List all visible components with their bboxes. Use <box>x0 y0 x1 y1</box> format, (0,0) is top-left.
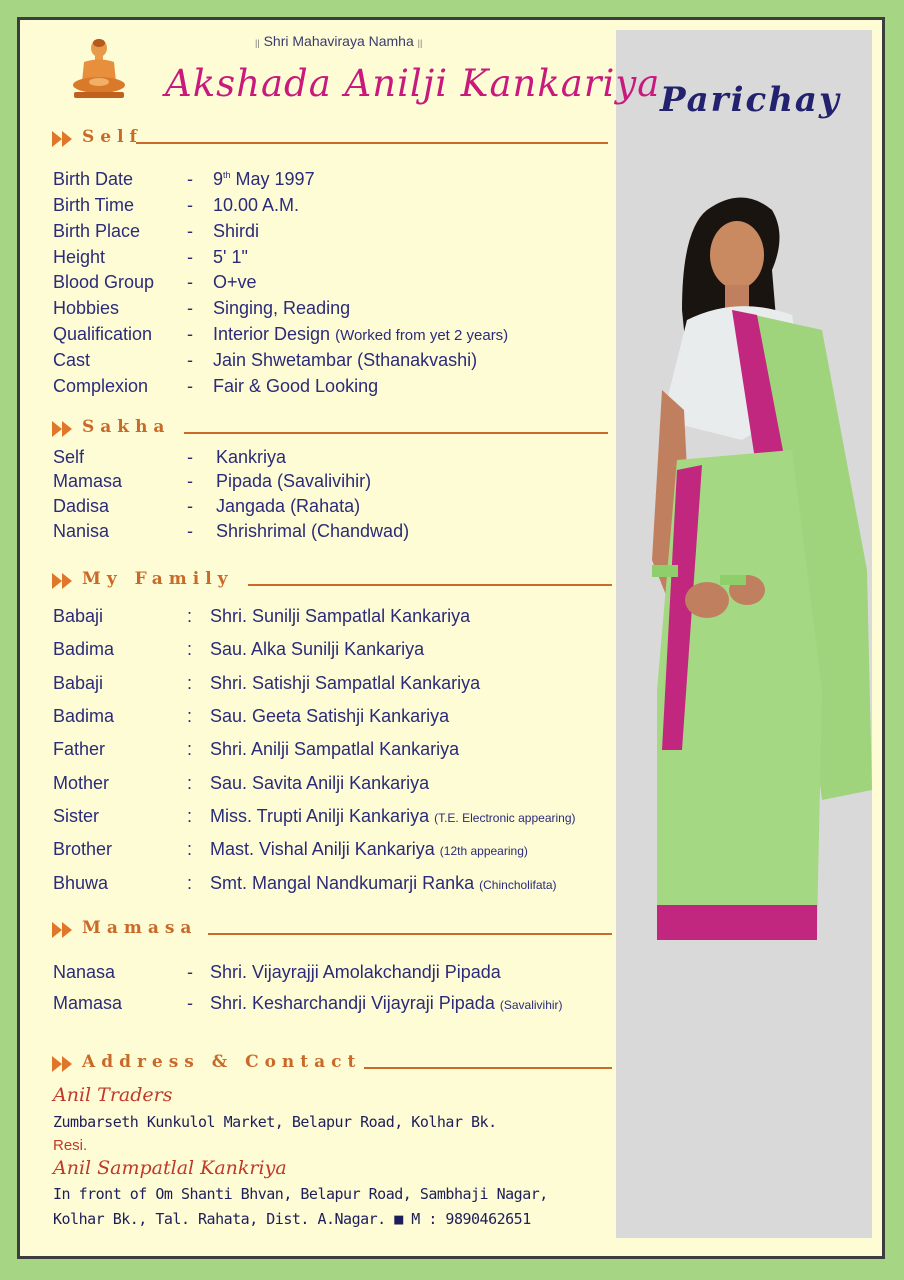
field-separator: : <box>187 706 193 726</box>
field-separator: - <box>187 376 193 396</box>
field-label: Hobbies <box>53 298 120 318</box>
field-separator: - <box>187 447 193 467</box>
field-label: Height <box>53 247 106 267</box>
field-value: Miss. Trupti Anilji Kankariya (T.E. Electronic appearing) <box>210 806 576 826</box>
field-label: Nanasa <box>53 962 116 982</box>
field-value: Shri. Anilji Sampatlal Kankariya <box>210 739 460 759</box>
field-label: Cast <box>53 350 91 370</box>
field-separator: - <box>187 247 193 267</box>
field-separator: - <box>187 993 193 1013</box>
resi-name: Anil Sampatlal Kankriya <box>53 1157 287 1179</box>
field-value: Mast. Vishal Anilji Kankariya (12th appearing) <box>210 839 528 859</box>
field-value: Kankriya <box>216 447 287 467</box>
field-separator: - <box>187 324 193 344</box>
field-value: O+ve <box>213 272 257 292</box>
field-separator: : <box>187 739 193 759</box>
resi-address-line-1: In front of Om Shanti Bhvan, Belapur Road, Sambhaji Nagar, <box>53 1185 548 1203</box>
field-separator: : <box>187 673 193 693</box>
invocation-line: || Shri Mahaviraya Namha || <box>255 33 423 49</box>
field-label: Mother <box>53 773 110 793</box>
parichay-heading: Parichay <box>660 80 841 120</box>
field-label: Dadisa <box>53 496 110 516</box>
field-note: (12th appearing) <box>439 844 528 858</box>
field-label: Brother <box>53 839 113 859</box>
field-value: Shirdi <box>213 221 260 241</box>
field-label: Bhuwa <box>53 873 109 893</box>
resi-label: Resi. <box>53 1137 88 1154</box>
field-note: (Chincholifata) <box>479 878 557 892</box>
invocation-text: Shri Mahaviraya Namha <box>263 33 414 49</box>
field-separator: - <box>187 221 193 241</box>
section-title: Sakha <box>82 417 171 437</box>
field-label: Birth Time <box>53 195 135 215</box>
field-separator: - <box>187 195 193 215</box>
field-label: Nanisa <box>53 521 110 541</box>
field-value: 10.00 A.M. <box>213 195 300 215</box>
field-label: Mamasa <box>53 993 123 1013</box>
section-title: My Family <box>82 569 234 589</box>
field-value: Sau. Alka Sunilji Kankariya <box>210 639 425 659</box>
double-arrow-icon <box>52 131 76 147</box>
field-note: (Worked from yet 2 years) <box>335 327 509 344</box>
field-value: Singing, Reading <box>213 298 351 318</box>
field-value: 9th May 1997 <box>213 169 315 189</box>
field-label: Badima <box>53 706 115 726</box>
field-value: Fair & Good Looking <box>213 376 379 396</box>
section-title: Self <box>82 127 143 147</box>
field-value: Shri. Kesharchandji Vijayraji Pipada (Savalivihir) <box>210 993 563 1013</box>
field-separator: - <box>187 521 193 541</box>
section-rule <box>208 933 612 935</box>
field-separator: - <box>187 471 193 491</box>
field-label: Qualification <box>53 324 153 344</box>
field-value: Shri. Vijayrajji Amolakchandji Pipada <box>210 962 501 982</box>
field-label: Blood Group <box>53 272 155 292</box>
field-value: Shrishrimal (Chandwad) <box>216 521 410 541</box>
section-title: Address & Contact <box>82 1052 362 1072</box>
field-separator: - <box>187 350 193 370</box>
field-separator: : <box>187 873 193 893</box>
field-value: Interior Design (Worked from yet 2 years) <box>213 324 509 344</box>
section-rule <box>364 1067 612 1069</box>
double-arrow-icon <box>52 922 76 938</box>
double-arrow-icon <box>52 573 76 589</box>
field-separator: : <box>187 773 193 793</box>
field-label: Complexion <box>53 376 149 396</box>
field-value: Shri. Sunilji Sampatlal Kankariya <box>210 606 471 626</box>
field-note: (Savalivihir) <box>499 998 563 1012</box>
section-rule <box>248 584 612 586</box>
section-rule <box>184 432 608 434</box>
field-separator: - <box>187 169 193 189</box>
field-value: 5' 1" <box>213 247 248 267</box>
field-label: Badima <box>53 639 115 659</box>
candidate-photo <box>622 190 872 950</box>
shop-name: Anil Traders <box>53 1084 173 1106</box>
double-arrow-icon <box>52 421 76 437</box>
field-label: Sister <box>53 806 100 826</box>
field-note: (T.E. Electronic appearing) <box>434 811 576 825</box>
field-separator: : <box>187 806 193 826</box>
field-separator: - <box>187 298 193 318</box>
section-title: Mamasa <box>82 918 198 938</box>
field-separator: - <box>187 496 193 516</box>
field-label: Babaji <box>53 606 104 626</box>
field-label: Self <box>53 447 85 467</box>
field-value: Jain Shwetambar (Sthanakvashi) <box>213 350 478 370</box>
field-value: Sau. Savita Anilji Kankariya <box>210 773 430 793</box>
double-arrow-icon <box>52 1056 76 1072</box>
field-separator: : <box>187 639 193 659</box>
mahavira-idol-image <box>70 38 128 100</box>
field-label: Birth Place <box>53 221 141 241</box>
field-value: Smt. Mangal Nandkumarji Ranka (Chincholifata) <box>210 873 557 893</box>
field-separator: - <box>187 962 193 982</box>
field-value: Sau. Geeta Satishji Kankariya <box>210 706 450 726</box>
field-label: Mamasa <box>53 471 123 491</box>
field-value: Shri. Satishji Sampatlal Kankariya <box>210 673 481 693</box>
field-separator: - <box>187 272 193 292</box>
field-label: Birth Date <box>53 169 134 189</box>
field-separator: : <box>187 606 193 626</box>
resi-address-line-2: Kolhar Bk., Tal. Rahata, Dist. A.Nagar. ■ M : 9890462651 <box>53 1210 531 1228</box>
field-separator: : <box>187 839 193 859</box>
field-label: Father <box>53 739 106 759</box>
section-rule <box>136 142 608 144</box>
field-value: Jangada (Rahata) <box>216 496 361 516</box>
shop-address: Zumbarseth Kunkulol Market, Belapur Road, Kolhar Bk. <box>53 1113 497 1131</box>
candidate-name: Akshada Anilji Kankariya <box>165 62 661 105</box>
field-value: Pipada (Savalivihir) <box>216 471 372 491</box>
field-label: Babaji <box>53 673 104 693</box>
